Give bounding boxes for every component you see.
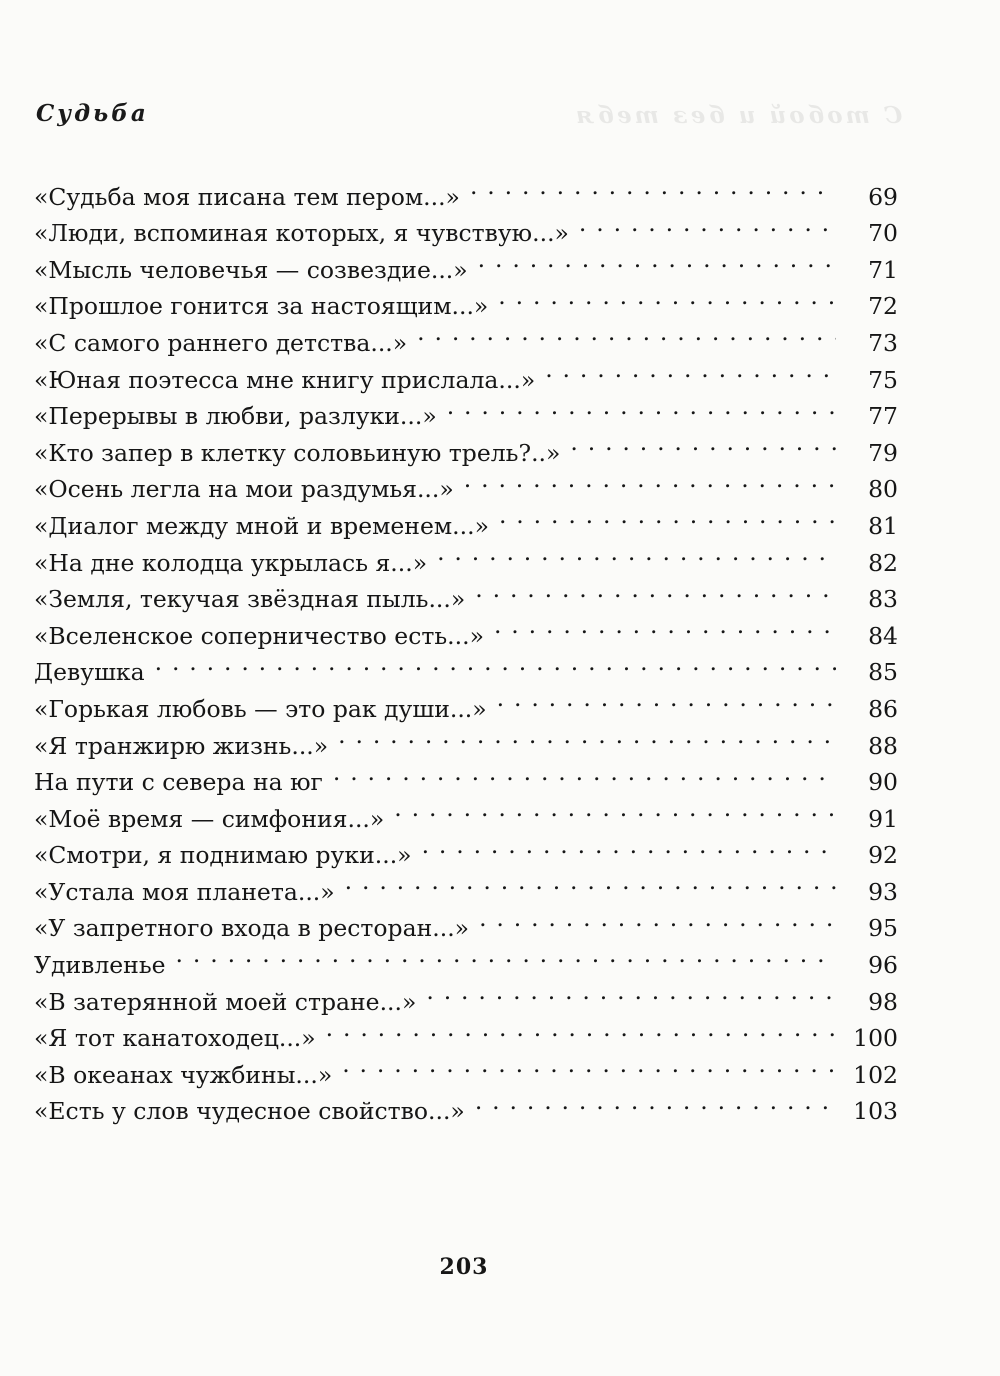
toc-entry — [34, 644, 898, 687]
toc-entry-page-number: 96 — [868, 951, 898, 980]
toc-entry-page-number: 92 — [868, 841, 898, 870]
toc-entry-page-number: 90 — [868, 768, 898, 797]
dot-leader — [326, 1010, 836, 1047]
dot-leader — [475, 571, 836, 608]
toc-entry-page-number: 98 — [868, 987, 898, 1016]
toc-entry-title: «Кто запер в клетку соловьиную трель?..» — [34, 438, 561, 467]
toc-entry-page-number: 86 — [868, 694, 898, 723]
toc-entry-title: «Смотри, я поднимаю руки...» — [34, 841, 412, 870]
toc-entry-page-number: 77 — [868, 402, 898, 431]
dot-leader — [176, 936, 836, 973]
dot-leader — [155, 644, 836, 681]
toc-entry-title: «С самого раннего детства...» — [34, 328, 408, 357]
toc-entry — [34, 168, 898, 211]
toc-entry-page-number: 75 — [868, 365, 898, 394]
toc-entry-title: Девушка — [34, 658, 145, 687]
toc-entry-title: «Диалог между мной и временем...» — [34, 511, 489, 540]
toc-entry-page-number: 80 — [868, 475, 898, 504]
toc-entry — [34, 680, 898, 723]
toc-entry-page-number: 103 — [853, 1097, 898, 1126]
toc-entry-page-number: 95 — [868, 914, 898, 943]
toc-entry-page-number: 83 — [868, 585, 898, 614]
toc-entry-title: «Люди, вспоминая которых, я чувствую...» — [34, 219, 569, 248]
toc-entry-title: «Я тот канатоходец...» — [34, 1024, 316, 1053]
dot-leader — [479, 900, 836, 937]
dot-leader — [447, 388, 836, 425]
dot-leader — [342, 1046, 836, 1083]
toc-entry-page-number: 71 — [868, 255, 898, 284]
toc-entry-page-number: 93 — [868, 877, 898, 906]
dot-leader — [478, 241, 836, 278]
toc-entry-title: «Осень легла на мои раздумья...» — [34, 475, 454, 504]
dot-leader — [475, 1083, 836, 1120]
toc-entry-title: «Моё время — симфония...» — [34, 804, 385, 833]
toc-entry-title: «Перерывы в любви, разлуки...» — [34, 402, 437, 431]
show-through-text: С тобой и без тебя — [572, 102, 902, 129]
toc-entry-title: «У запретного входа в ресторан...» — [34, 914, 470, 943]
toc-entry-page-number: 82 — [868, 548, 898, 577]
dot-leader — [494, 607, 836, 644]
toc-entry-title: На пути с севера на юг — [34, 768, 323, 797]
toc-entry-title: «Есть у слов чудесное свойство...» — [34, 1097, 465, 1126]
toc-entry-page-number: 70 — [868, 219, 898, 248]
toc-entry-page-number: 81 — [868, 511, 898, 540]
toc-entry-title: «В океанах чужбины...» — [34, 1060, 333, 1089]
toc-entry-page-number: 79 — [868, 438, 898, 467]
page-number: 203 — [439, 1254, 489, 1280]
toc-entry-title: «Земля, текучая звёздная пыль...» — [34, 585, 466, 614]
toc-entry-title: «Прошлое гонится за настоящим...» — [34, 292, 489, 321]
dot-leader — [345, 863, 836, 900]
toc-entry-page-number: 84 — [868, 621, 898, 650]
toc-entry-title: Удивленье — [34, 951, 166, 980]
toc-entry-page-number: 102 — [853, 1060, 898, 1089]
toc-entry-page-number: 72 — [868, 292, 898, 321]
dot-leader — [499, 497, 836, 534]
dot-leader — [545, 351, 836, 388]
toc-entry-page-number: 100 — [853, 1024, 898, 1053]
dot-leader — [437, 534, 836, 571]
dot-leader — [570, 424, 836, 461]
dot-leader — [426, 973, 836, 1010]
toc-entry-page-number: 85 — [868, 658, 898, 687]
dot-leader — [333, 754, 836, 791]
toc-entry-title: «Судьба моя писана тем пером...» — [34, 182, 460, 211]
dot-leader — [422, 827, 836, 864]
toc-entry-page-number: 73 — [868, 328, 898, 357]
dot-leader — [464, 461, 836, 498]
toc-entry-title: «Юная поэтесса мне книгу прислала...» — [34, 365, 536, 394]
dot-leader — [497, 680, 836, 717]
toc-entry-page-number: 91 — [868, 804, 898, 833]
dot-leader — [417, 314, 836, 351]
toc-entry-title: «Мысль человечья — созвездие...» — [34, 255, 468, 284]
table-of-contents — [34, 168, 898, 1126]
toc-entry-title: «Горькая любовь — это рак души...» — [34, 694, 487, 723]
toc-entry-page-number: 88 — [868, 731, 898, 760]
toc-entry-page-number: 69 — [868, 182, 898, 211]
toc-entry-title: «Вселенское соперничество есть...» — [34, 621, 484, 650]
toc-entry-title: «На дне колодца укрылась я...» — [34, 548, 428, 577]
dot-leader — [394, 790, 836, 827]
dot-leader — [338, 717, 836, 754]
dot-leader — [498, 278, 836, 315]
toc-entry-title: «Я транжирю жизнь...» — [34, 731, 329, 760]
dot-leader — [470, 168, 836, 205]
toc-entry-title: «Устала моя планета...» — [34, 877, 335, 906]
dot-leader — [579, 205, 836, 242]
toc-entry-title: «В затерянной моей стране...» — [34, 987, 417, 1016]
section-title: Судьба — [36, 100, 149, 127]
